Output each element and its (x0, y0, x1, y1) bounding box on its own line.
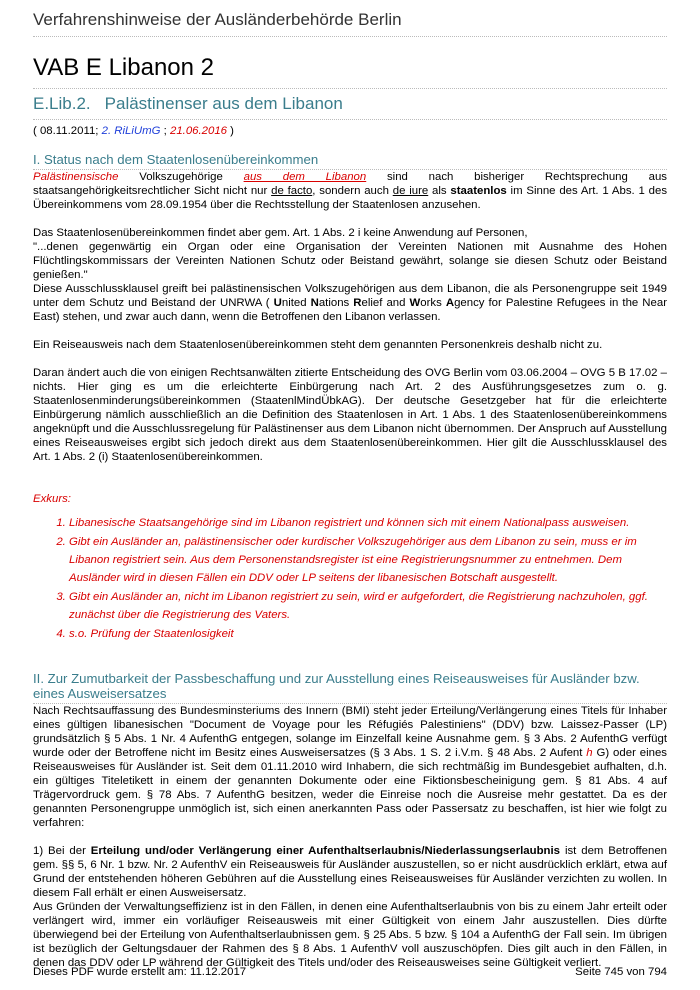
list-item: 4. s.o. Prüfung der Staatenlosigkeit (69, 625, 667, 643)
revision-date-red: 21.06.2016 (169, 125, 227, 137)
list-item: 1. Libanesische Staatsangehörige sind im Libanon registriert und können sich mit einem Nationalpass ausweisen. (69, 514, 667, 532)
section-title (33, 94, 667, 120)
list-item: 2. Gibt ein Ausländer an, palästinensischer oder kurdischer Volkszugehöriger aus dem Libanon zu sein, muss er im Libanon registriert sein. Aus dem Personenstandsregister ist eine Registrierungsnummer zu entnehmen. Dem Ausländer wird in diesen Fällen ein DDV oder LP seitens der libanesischen Botschaft ausgestellt. (69, 533, 667, 587)
page-footer (33, 966, 667, 978)
exkurs-label: Exkurs: (33, 493, 71, 505)
revision-link[interactable]: 2. RiLiUmG (101, 125, 161, 137)
paragraph: Das Staatenlosenübereinkommen findet aber gem. Art. 1 Abs. 2 i keine Anwendung auf Personen, (33, 227, 528, 239)
exkurs-list (33, 514, 667, 643)
section-title-text: Palästinenser aus dem Libanon (104, 94, 343, 113)
footer-page-number: Seite 745 von 794 (575, 966, 667, 978)
paragraph: 1) Bei der Erteilung und/oder Verlängerung einer Aufenthaltserlaubnis/Niederlassungserlaubnis ist dem Betroffenen gem. §§ 5, 6 Nr. 1 bzw. Nr. 2 AufenthV ein Reiseausweis für Ausländer auszustellen, so er nicht ausdrücklich erklärt, etwa auf Grund der entstehenden höheren Gebühren auf die Ausstellung eines Reiseausweises für Ausländer verzichten zu wollen. In diesem Fall erhält er einen Ausweisersatz. (33, 845, 667, 899)
quote: "...denen gegenwärtig ein Organ oder eine Organisation der Vereinten Nationen mit Ausnahme des Hohen Flüchtlingskommissars der Vereinten Nationen Schutz oder Beistand gewährt, solange sie diesen Schutz oder Beistand genießen." (33, 241, 667, 281)
paragraph: Daran ändert auch die von einigen Rechtsanwälten zitierte Entscheidung des OVG Berlin vom 03.06.2004 – OVG 5 B 17.02 – nichts. Hier ging es um die erleichterte Einbürgerung nach Art. 2 des Ausführungsgesetzes zum o. g. Staatenlosenminderungsübereinkommen (StaatenlMindÜbkAG). Der deutsche Gesetzgeber hat für die erleichterte Einbürgerung nämlich ausschließlich an die Definition des Staatenlosen in Art. 1 Abs. 1 des Staatenlosenübereinkommens angeknüpft und die Ausschlussregelung für Palästinenser aus dem Libanon nicht übernommen. Der Anspruch auf Ausstellung eines Reiseausweises ergibt sich jedoch direkt aus dem Staatenlosenübereinkommen. Hier gilt die Ausschlussklausel des Art. 1 Abs. 2 (i) Staatenlosenübereinkommen. (33, 367, 667, 463)
paragraph: Aus Gründen der Verwaltungseffizienz ist in den Fällen, in denen eine Aufenthaltserlaubnis von bis zu einem Jahr erteilt oder verlängert wird, immer ein vorläufiger Reiseausweis mit einer Gültigkeit von einem Jahr auszustellen. Dies dürfte überwiegend bei der Erteilung von Aufenthaltserlaubnissen gem. § 25 Abs. 5 bzw. § 104 a AufenthG der Fall sein. Im übrigen ist bezüglich der Geltungsdauer der Rahmen des § 8 Abs. 1 AufenthV voll auszuschöpfen. Dies gilt auch in den Fällen, in denen das DDV oder LP während der Gültigkeit des Titels und/oder des Reiseausweises seine Gültigkeit verliert. (33, 901, 667, 969)
page-title: VAB E Libanon 2 (33, 54, 667, 89)
section-number: E.Lib.2. (33, 94, 91, 113)
document-body (33, 124, 667, 970)
paragraph: Diese Ausschlussklausel greift bei palästinensischen Volkszugehörigen aus dem Libanon, die als Personengruppe seit 1949 unter dem Schutz und Beistand der UNRWA ( United Nations Relief and Works Agency for Palestine Refugees in the Near East) stehen, und zwar auch dann, wenn die Betroffenen den Libanon verlassen. (33, 283, 667, 323)
revision-dates: ( 08.11.2011; 2. RiLiUmG ; 21.06.2016 ) (33, 125, 234, 137)
running-header: Verfahrenshinweise der Ausländerbehörde Berlin (33, 10, 667, 37)
paragraph: Nach Rechtsauffassung des Bundesminsteriums des Innern (BMI) steht jeder Erteilung/Verlängerung eines Titels für Inhaber eines gültigen libanesischen "Document de Voyage pour les Réfugiés Palestiniens" (DDV) bzw. Laissez-Passer (LP) grundsätzlich § 5 Abs. 1 Nr. 4 AufenthG entgegen, solange im Einzelfall keine Ausnahme gem. § 3 Abs. 2 AufenthG verfügt wurde oder der Betroffene nicht im Besitz eines Ausweisersatzes (§ 3 Abs. 1 S. 2 i.V.m. § 48 Abs. 2 Aufent h G) oder eines Reiseausweises für Ausländer ist. Seit dem 01.11.2010 wird Inhabern, die sich rechtmäßig im Bundesgebiet aufhalten, d.h. ein gültiges Titeletikett in einem der genannten Dokumente oder eine Fiktionsbescheinigung gem. § 81 Abs. 4 auf Trägervordruck gem. § 78 Abs. 7 AufenthG besitzen, weder die Einreise noch die Ausreise mehr gestattet. Da es der genannten Personengruppe unmöglich ist, sich einen anerkannten Pass oder Passersatz zu beschaffen, ist hier wie folgt zu verfahren: (33, 705, 667, 829)
paragraph: Palästinensische Volkszugehörige aus dem Libanon sind nach bisheriger Rechtsprechung aus staatsangehörigkeitsrechtlicher Sicht nicht nur de facto, sondern auch de iure als staatenlos im Sinne des Art. 1 Abs. 1 des Übereinkommens vom 28.09.1954 über die Rechtsstellung der Staatenlosen anzusehen. (33, 171, 668, 211)
paragraph: Ein Reiseausweis nach dem Staatenlosenübereinkommen steht dem genannten Personenkreis deshalb nicht zu. (33, 339, 603, 351)
list-item: 3. Gibt ein Ausländer an, nicht im Libanon registriert zu sein, wird er aufgefordert, die Registrierung nachzuholen, ggf. zunächst über die Registrierung des Vaters. (69, 588, 667, 624)
section-2-heading: II. Zur Zumutbarkeit der Passbeschaffung und zur Ausstellung eines Reiseausweises für Ausländer bzw. eines Ausweisersatzes (33, 671, 667, 704)
footer-created: Dieses PDF wurde erstellt am: 11.12.2017 (33, 966, 247, 978)
section-1-heading: I. Status nach dem Staatenlosenübereinkommen (33, 152, 667, 170)
